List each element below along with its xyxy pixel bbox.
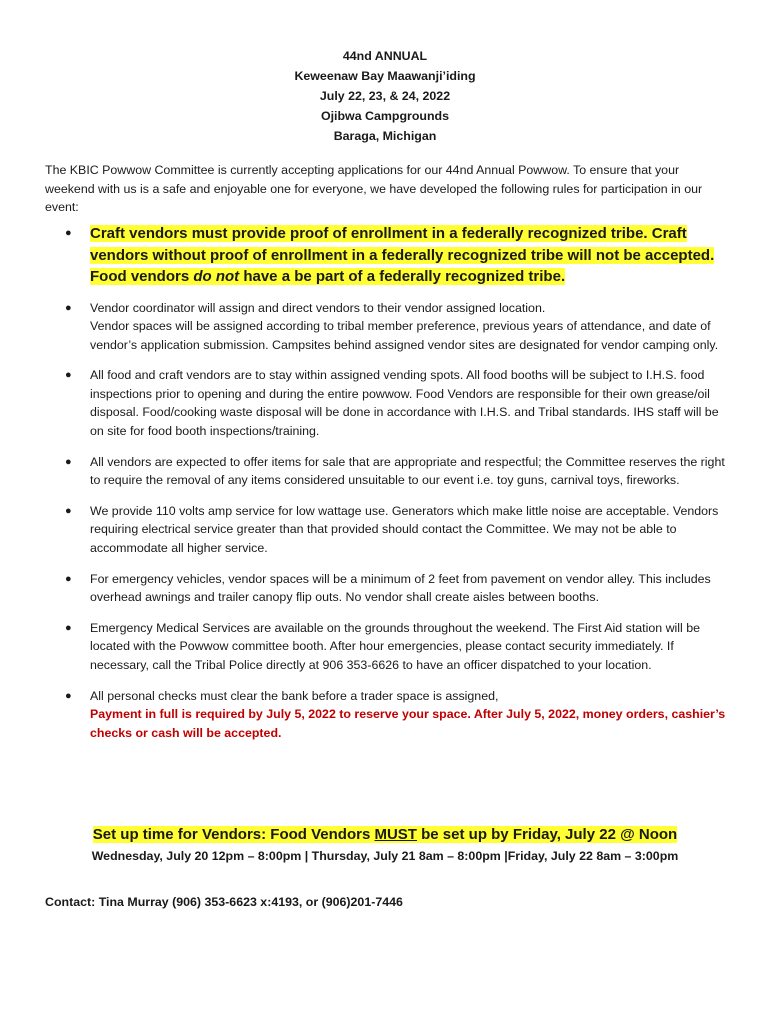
enrollment-text-2: have a be part of a federally recognized tribe.	[239, 268, 566, 285]
enrollment-emphasis: do not	[193, 268, 240, 285]
rule-text: All vendors are expected to offer items for sale that are appropriate and respectful; the Committee reserves the right to require the removal of any items considered unsuitable to our event i.e. toy guns, carnival toys, fireworks.	[90, 454, 725, 488]
contact-line: Contact: Tina Murray (906) 353-6623 x:4193, or (906)201-7446	[45, 895, 403, 909]
bullet-icon: ●	[65, 504, 72, 517]
rule-appropriate-items	[45, 453, 727, 490]
bullet-icon: ●	[65, 572, 72, 585]
rule-payment	[45, 687, 727, 743]
header-location: Baraga, Michigan	[333, 129, 437, 143]
payment-deadline: Payment in full is required by July 5, 2022 to reserve your space. After July 5, 2022, money orders, cashier’s checks or cash will be accepted.	[90, 707, 726, 740]
bullet-icon: ●	[65, 369, 72, 382]
header-event-name: Keweenaw Bay Maawanji’iding	[294, 69, 476, 83]
rules-list	[45, 223, 727, 754]
rule-text: Vendor coordinator will assign and direct vendors to their vendor assigned location.	[90, 300, 546, 315]
rule-vendor-assignment	[45, 299, 727, 355]
rule-text: All personal checks must clear the bank before a trader space is assigned,	[90, 688, 499, 703]
header-venue: Ojibwa Campgrounds	[320, 109, 450, 123]
bullet-icon: ●	[65, 455, 72, 468]
header-edition: 44nd ANNUAL	[342, 49, 428, 63]
rule-text: For emergency vehicles, vendor spaces will be a minimum of 2 feet from pavement on vendor alley. This includes overhead awnings and trailer canopy flip outs. No vendor shall create aisles between booths.	[90, 571, 711, 605]
intro-paragraph: The KBIC Powwow Committee is currently accepting applications for our 44nd Annual Powwow. To ensure that your weekend with us is a safe and enjoyable one for everyone, we have developed the following rules for participation in our event:	[45, 163, 703, 215]
rule-food-inspection	[45, 366, 727, 440]
enrollment-text-1: Craft vendors must provide proof of enrollment in a federally recognized tribe. Craft vendors without proof of enrollment in a federally recognized tribe will not be accepted. Food vendors	[90, 225, 715, 285]
enrollment-highlight	[90, 225, 714, 285]
rule-text: Emergency Medical Services are available on the grounds throughout the weekend. The First Aid station will be located with the Powwow committee booth. After hour emergencies, please contact security immediately. If necessary, call the Tribal Police directly at 906 353-6626 to have an officer dispatched to your location.	[90, 620, 701, 672]
setup-must: MUST	[374, 826, 417, 843]
setup-text-1: Set up time for Vendors: Food Vendors	[92, 826, 375, 843]
event-header	[0, 46, 770, 146]
rule-text: We provide 110 volts amp service for low wattage use. Generators which make little noise are acceptable. Vendors requiring electrical service greater than that provided should contact the Committee. We may not be able to accommodate all higher service.	[90, 503, 719, 556]
bullet-icon: ●	[65, 301, 72, 314]
setup-text-2: be set up by Friday, July 22 @ Noon	[416, 826, 678, 843]
bullet-icon: ●	[65, 227, 72, 239]
rule-ems	[45, 619, 727, 675]
rule-text: Vendor spaces will be assigned according to tribal member preference, previous years of attendance, and date of vendor’s application submission. Campsites behind assigned vendor sites are designated for vendor camping only.	[90, 319, 719, 352]
setup-hours: Wednesday, July 20 12pm – 8:00pm | Thursday, July 21 8am – 8:00pm |Friday, July 22 8am – 3:00pm	[91, 849, 679, 863]
header-dates: July 22, 23, & 24, 2022	[319, 89, 451, 103]
setup-time-heading	[0, 824, 770, 846]
rule-enrollment	[45, 223, 727, 288]
rule-electrical	[45, 502, 727, 558]
bullet-icon: ●	[65, 689, 72, 702]
rule-text: All food and craft vendors are to stay within assigned vending spots. All food booths will be subject to I.H.S. food inspections prior to opening and during the entire powwow. Food Vendors are responsible for their own grease/oil disposal. Food/cooking waste disposal will be done in accordance with I.H.S. and Tribal standards. IHS staff will be on site for food booth inspections/training.	[90, 368, 719, 439]
bullet-icon: ●	[65, 621, 72, 634]
setup-highlight	[93, 826, 677, 843]
rule-emergency-vehicles	[45, 570, 727, 607]
